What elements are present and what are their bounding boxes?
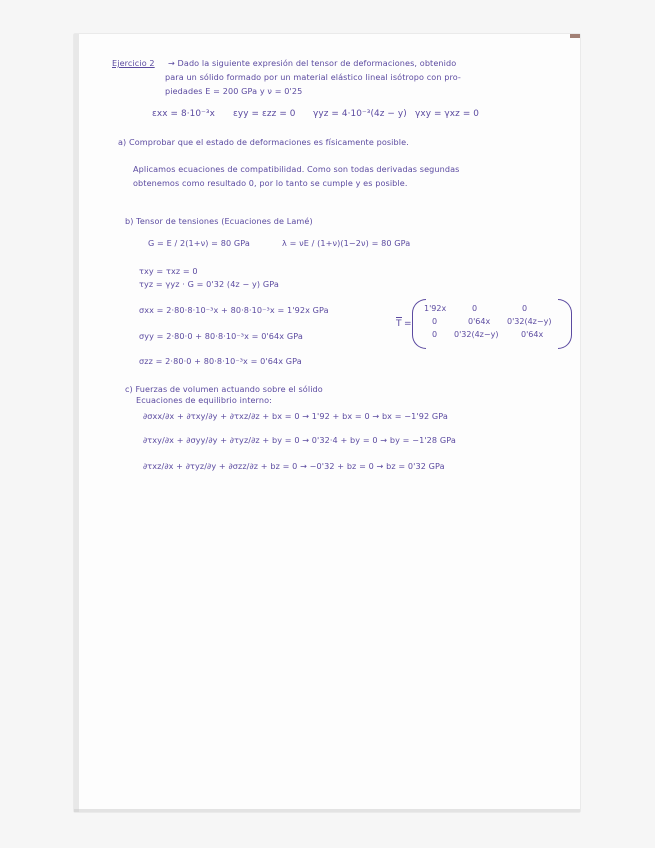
part-a-line-1: Aplicamos ecuaciones de compatibilidad. Como son todas derivadas segundas <box>133 164 460 174</box>
tensor-equals: = <box>404 319 412 329</box>
intro-line-2: para un sólido formado por un material elástico lineal isótropo con pro- <box>165 72 461 82</box>
part-c-subtitle: Ecuaciones de equilibrio interno: <box>136 395 272 405</box>
matrix-cell: 1'92x <box>424 304 447 313</box>
strain-gyz: γyz = 4·10⁻³(4z − y) <box>313 109 407 119</box>
strain-eyy-ezz: εyy = εzz = 0 <box>233 109 296 119</box>
matrix-cell: 0 <box>432 330 438 339</box>
part-a-title: a) Comprobar que el estado de deformaciones es físicamente posible. <box>118 137 409 147</box>
tau-yz: τyz = γyz · G = 0'32 (4z − y) GPa <box>139 279 279 289</box>
sigma-zz: σzz = 2·80·0 + 80·8·10⁻³x = 0'64x GPa <box>139 356 302 366</box>
part-a-line-2: obtenemos como resultado 0, por lo tanto se cumple y es posible. <box>133 178 408 188</box>
g-formula: G = E / 2(1+ν) = 80 GPa <box>148 238 250 248</box>
matrix-cell: 0 <box>472 304 478 313</box>
matrix-right-paren <box>558 299 572 349</box>
matrix-cell: 0'32(4z−y) <box>507 317 552 326</box>
corner-mark <box>570 34 580 38</box>
matrix-cell: 0'32(4z−y) <box>454 330 499 339</box>
equilibrium-eq-x: ∂σxx/∂x + ∂τxy/∂y + ∂τxz/∂z + bx = 0 → 1'92 + bx = 0 → bx = −1'92 GPa <box>143 411 448 421</box>
sheet-left-edge <box>74 34 79 812</box>
exercise-label: Ejercicio 2 <box>112 58 155 68</box>
sigma-yy: σyy = 2·80·0 + 80·8·10⁻³x = 0'64x GPa <box>139 331 303 341</box>
strain-gxy-gxz: γxy = γxz = 0 <box>415 109 480 119</box>
sheet-bottom-edge <box>74 809 580 812</box>
matrix-cell: 0 <box>432 317 438 326</box>
equilibrium-eq-y: ∂τxy/∂x + ∂σyy/∂y + ∂τyz/∂z + by = 0 → 0'32·4 + by = 0 → by = −1'28 GPa <box>143 435 456 445</box>
part-b-title: b) Tensor de tensiones (Ecuaciones de Lamé) <box>125 216 313 226</box>
paper-sheet <box>74 34 580 812</box>
matrix-cell: 0 <box>522 304 528 313</box>
sigma-xx: σxx = 2·80·8·10⁻³x + 80·8·10⁻³x = 1'92x GPa <box>139 305 329 315</box>
strain-exx: εxx = 8·10⁻³x <box>152 109 215 119</box>
matrix-cell: 0'64x <box>468 317 491 326</box>
tensor-bar <box>396 317 402 318</box>
tau-xy-xz: τxy = τxz = 0 <box>139 266 198 276</box>
matrix-cell: 0'64x <box>521 330 544 339</box>
tensor-symbol: T <box>396 319 402 329</box>
intro-line-1: → Dado la siguiente expresión del tensor de deformaciones, obtenido <box>168 58 457 68</box>
lambda-formula: λ = νE / (1+ν)(1−2ν) = 80 GPa <box>282 238 411 248</box>
intro-line-3: piedades E = 200 GPa y ν = 0'25 <box>165 86 303 96</box>
stress-tensor-label <box>396 317 402 329</box>
part-c-title: c) Fuerzas de volumen actuando sobre el sólido <box>125 384 323 394</box>
equilibrium-eq-z: ∂τxz/∂x + ∂τyz/∂y + ∂σzz/∂z + bz = 0 → −0'32 + bz = 0 → bz = 0'32 GPa <box>143 461 445 471</box>
